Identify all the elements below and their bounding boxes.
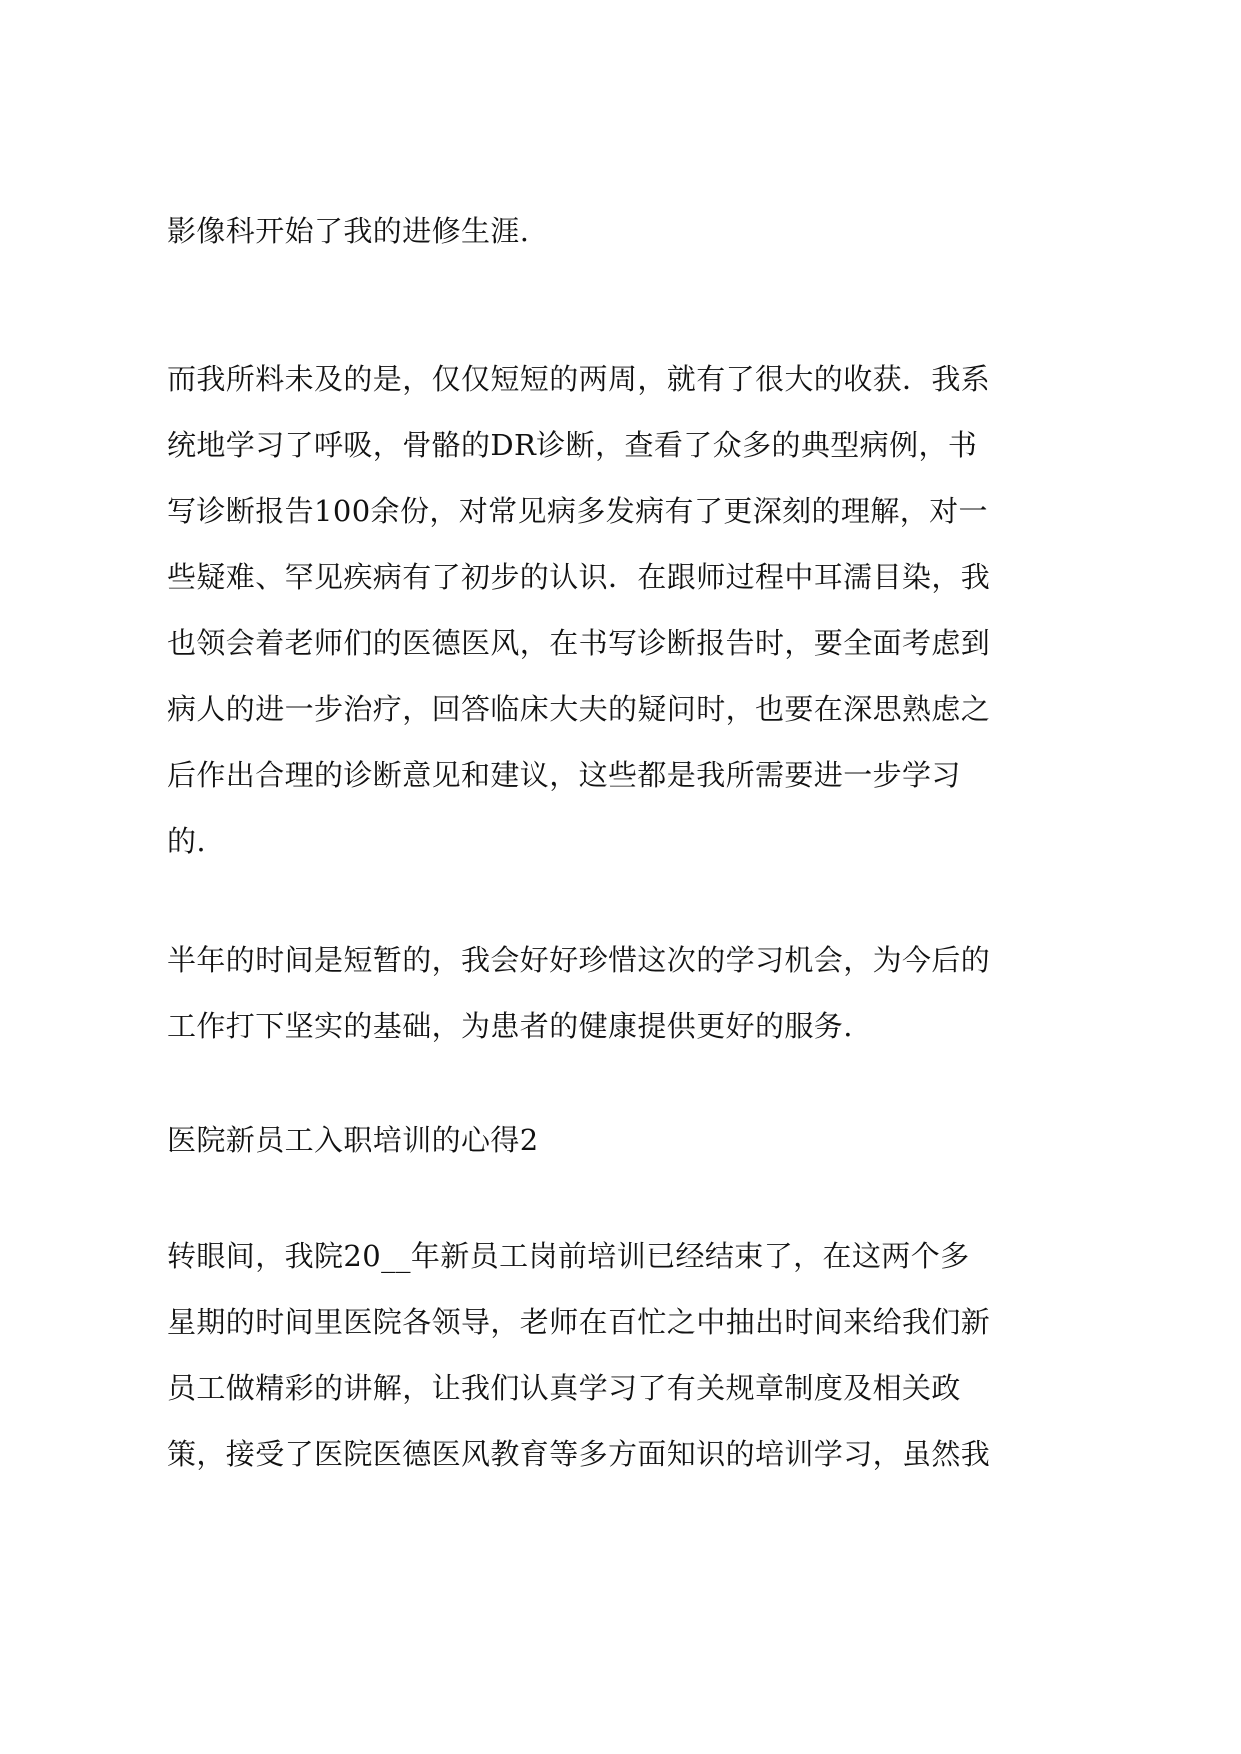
paragraph-2-line-8: 的. [167,824,207,858]
paragraph-2-line-6: 病人的进一步治疗，回答临床大夫的疑问时，也要在深思熟虑之 [167,692,991,726]
paragraph-1-line-1: 影像科开始了我的进修生涯. [167,214,530,248]
paragraph-2-line-4: 些疑难、罕见疾病有了初步的认识．在跟师过程中耳濡目染，我 [167,560,991,594]
paragraph-4-line-1: 转眼间，我院20__年新员工岗前培训已经结束了，在这两个多 [167,1239,970,1273]
paragraph-2-line-2: 统地学习了呼吸，骨骼的DR诊断，查看了众多的典型病例，书 [167,428,978,462]
section-heading: 医院新员工入职培训的心得2 [167,1123,539,1157]
paragraph-2-line-5: 也领会着老师们的医德医风，在书写诊断报告时，要全面考虑到 [167,626,991,660]
paragraph-4-line-2: 星期的时间里医院各领导，老师在百忙之中抽出时间来给我们新 [167,1305,991,1339]
paragraph-2-line-7: 后作出合理的诊断意见和建议，这些都是我所需要进一步学习 [167,758,961,792]
paragraph-3-line-2: 工作打下坚实的基础，为患者的健康提供更好的服务. [167,1009,853,1043]
paragraph-4-line-3: 员工做精彩的讲解，让我们认真学习了有关规章制度及相关政 [167,1371,961,1405]
paragraph-2-line-1: 而我所料未及的是，仅仅短短的两周，就有了很大的收获．我系 [167,362,991,396]
paragraph-2-line-3: 写诊断报告100余份，对常见病多发病有了更深刻的理解，对一 [167,494,988,528]
paragraph-3-line-1: 半年的时间是短暂的，我会好好珍惜这次的学习机会，为今后的 [167,943,991,977]
paragraph-4-line-4: 策，接受了医院医德医风教育等多方面知识的培训学习，虽然我 [167,1437,991,1471]
